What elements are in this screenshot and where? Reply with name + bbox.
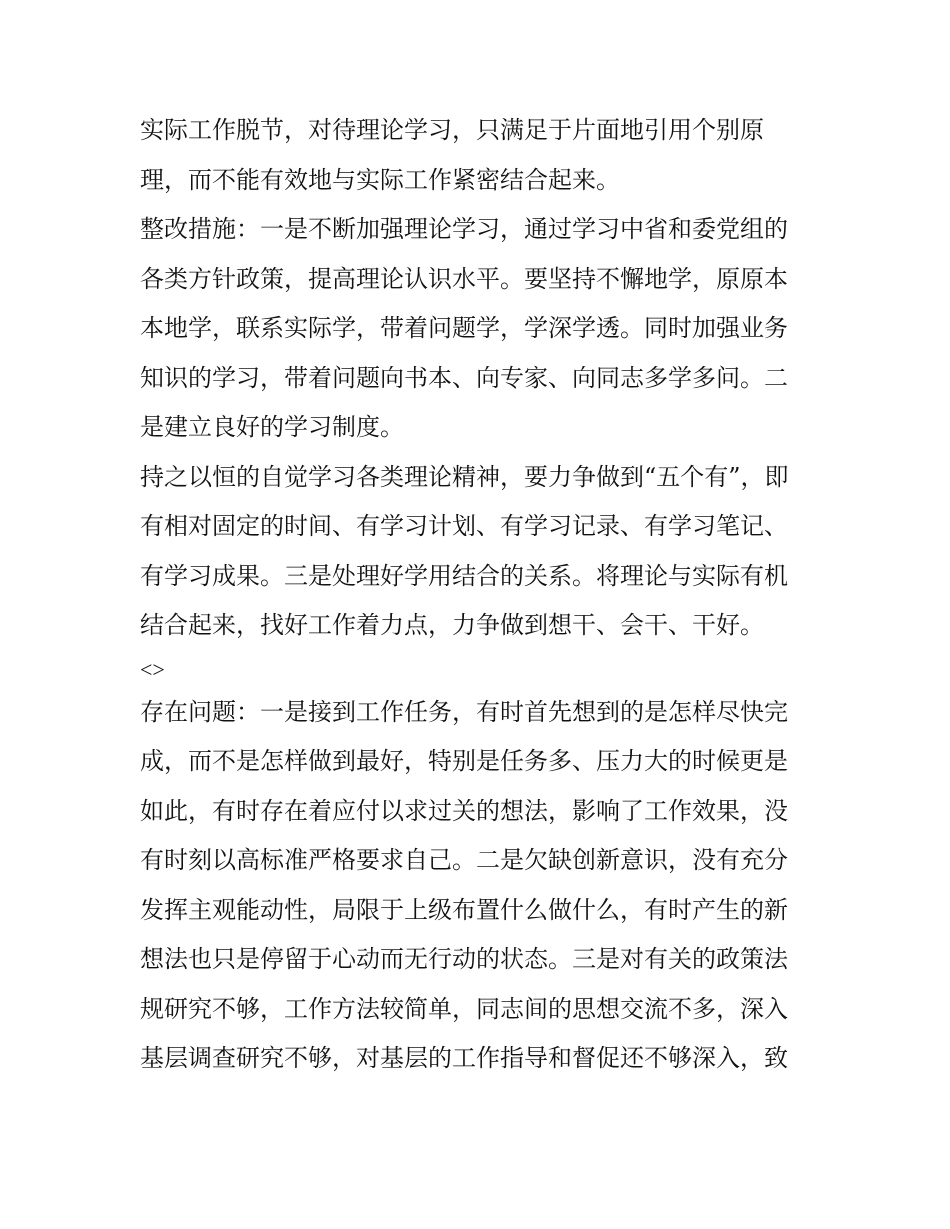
text-line: 如此，有时存在着应付以求过关的想法，影响了工作效果，没	[140, 796, 788, 825]
text-line: 知识的学习，带着问题向书本、向专家、向同志多学多问。二	[140, 363, 788, 392]
text-line: 各类方针政策，提高理论认识水平。要坚持不懈地学，原原本	[140, 264, 788, 293]
text-line: 规研究不够，工作方法较简单，同志间的思想交流不多，深入	[140, 994, 788, 1023]
text-line: 整改措施：一是不断加强理论学习，通过学习中省和委党组的	[140, 215, 788, 243]
text-line: 结合起来，找好工作着力点，力争做到想干、会干、干好。	[140, 611, 764, 639]
section-marker: <>	[140, 656, 165, 682]
text-line: 有相对固定的时间、有学习计划、有学习记录、有学习笔记、	[140, 512, 788, 540]
text-line: 理，而不能有效地与实际工作紧密结合起来。	[140, 165, 620, 194]
text-line: 发挥主观能动性，局限于上级布置什么做什么，有时产生的新	[140, 895, 788, 924]
text-line: 有时刻以高标准严格要求自己。二是欠缺创新意识，没有充分	[140, 846, 788, 874]
text-line: 有学习成果。三是处理好学用结合的关系。将理论与实际有机	[140, 561, 788, 590]
text-line: 想法也只是停留于心动而无行动的状态。三是对有关的政策法	[140, 945, 788, 973]
text-line: 基层调查研究不够，对基层的工作指导和督促还不够深入，致	[140, 1044, 788, 1072]
text-line: 是建立良好的学习制度。	[140, 413, 404, 441]
text-line: 本地学，联系实际学，带着问题学，学深学透。同时加强业务	[140, 314, 788, 342]
body-text	[140, 106, 820, 1084]
text-line: 实际工作脱节，对待理论学习，只满足于片面地引用个别原	[140, 116, 764, 144]
text-line: 持之以恒的自觉学习各类理论精神，要力争做到“五个有”，即	[140, 462, 789, 491]
text-line: 存在问题：一是接到工作任务，有时首先想到的是怎样尽快完	[140, 697, 788, 726]
text-line: 成，而不是怎样做到最好，特别是任务多、压力大的时候更是	[140, 747, 788, 775]
